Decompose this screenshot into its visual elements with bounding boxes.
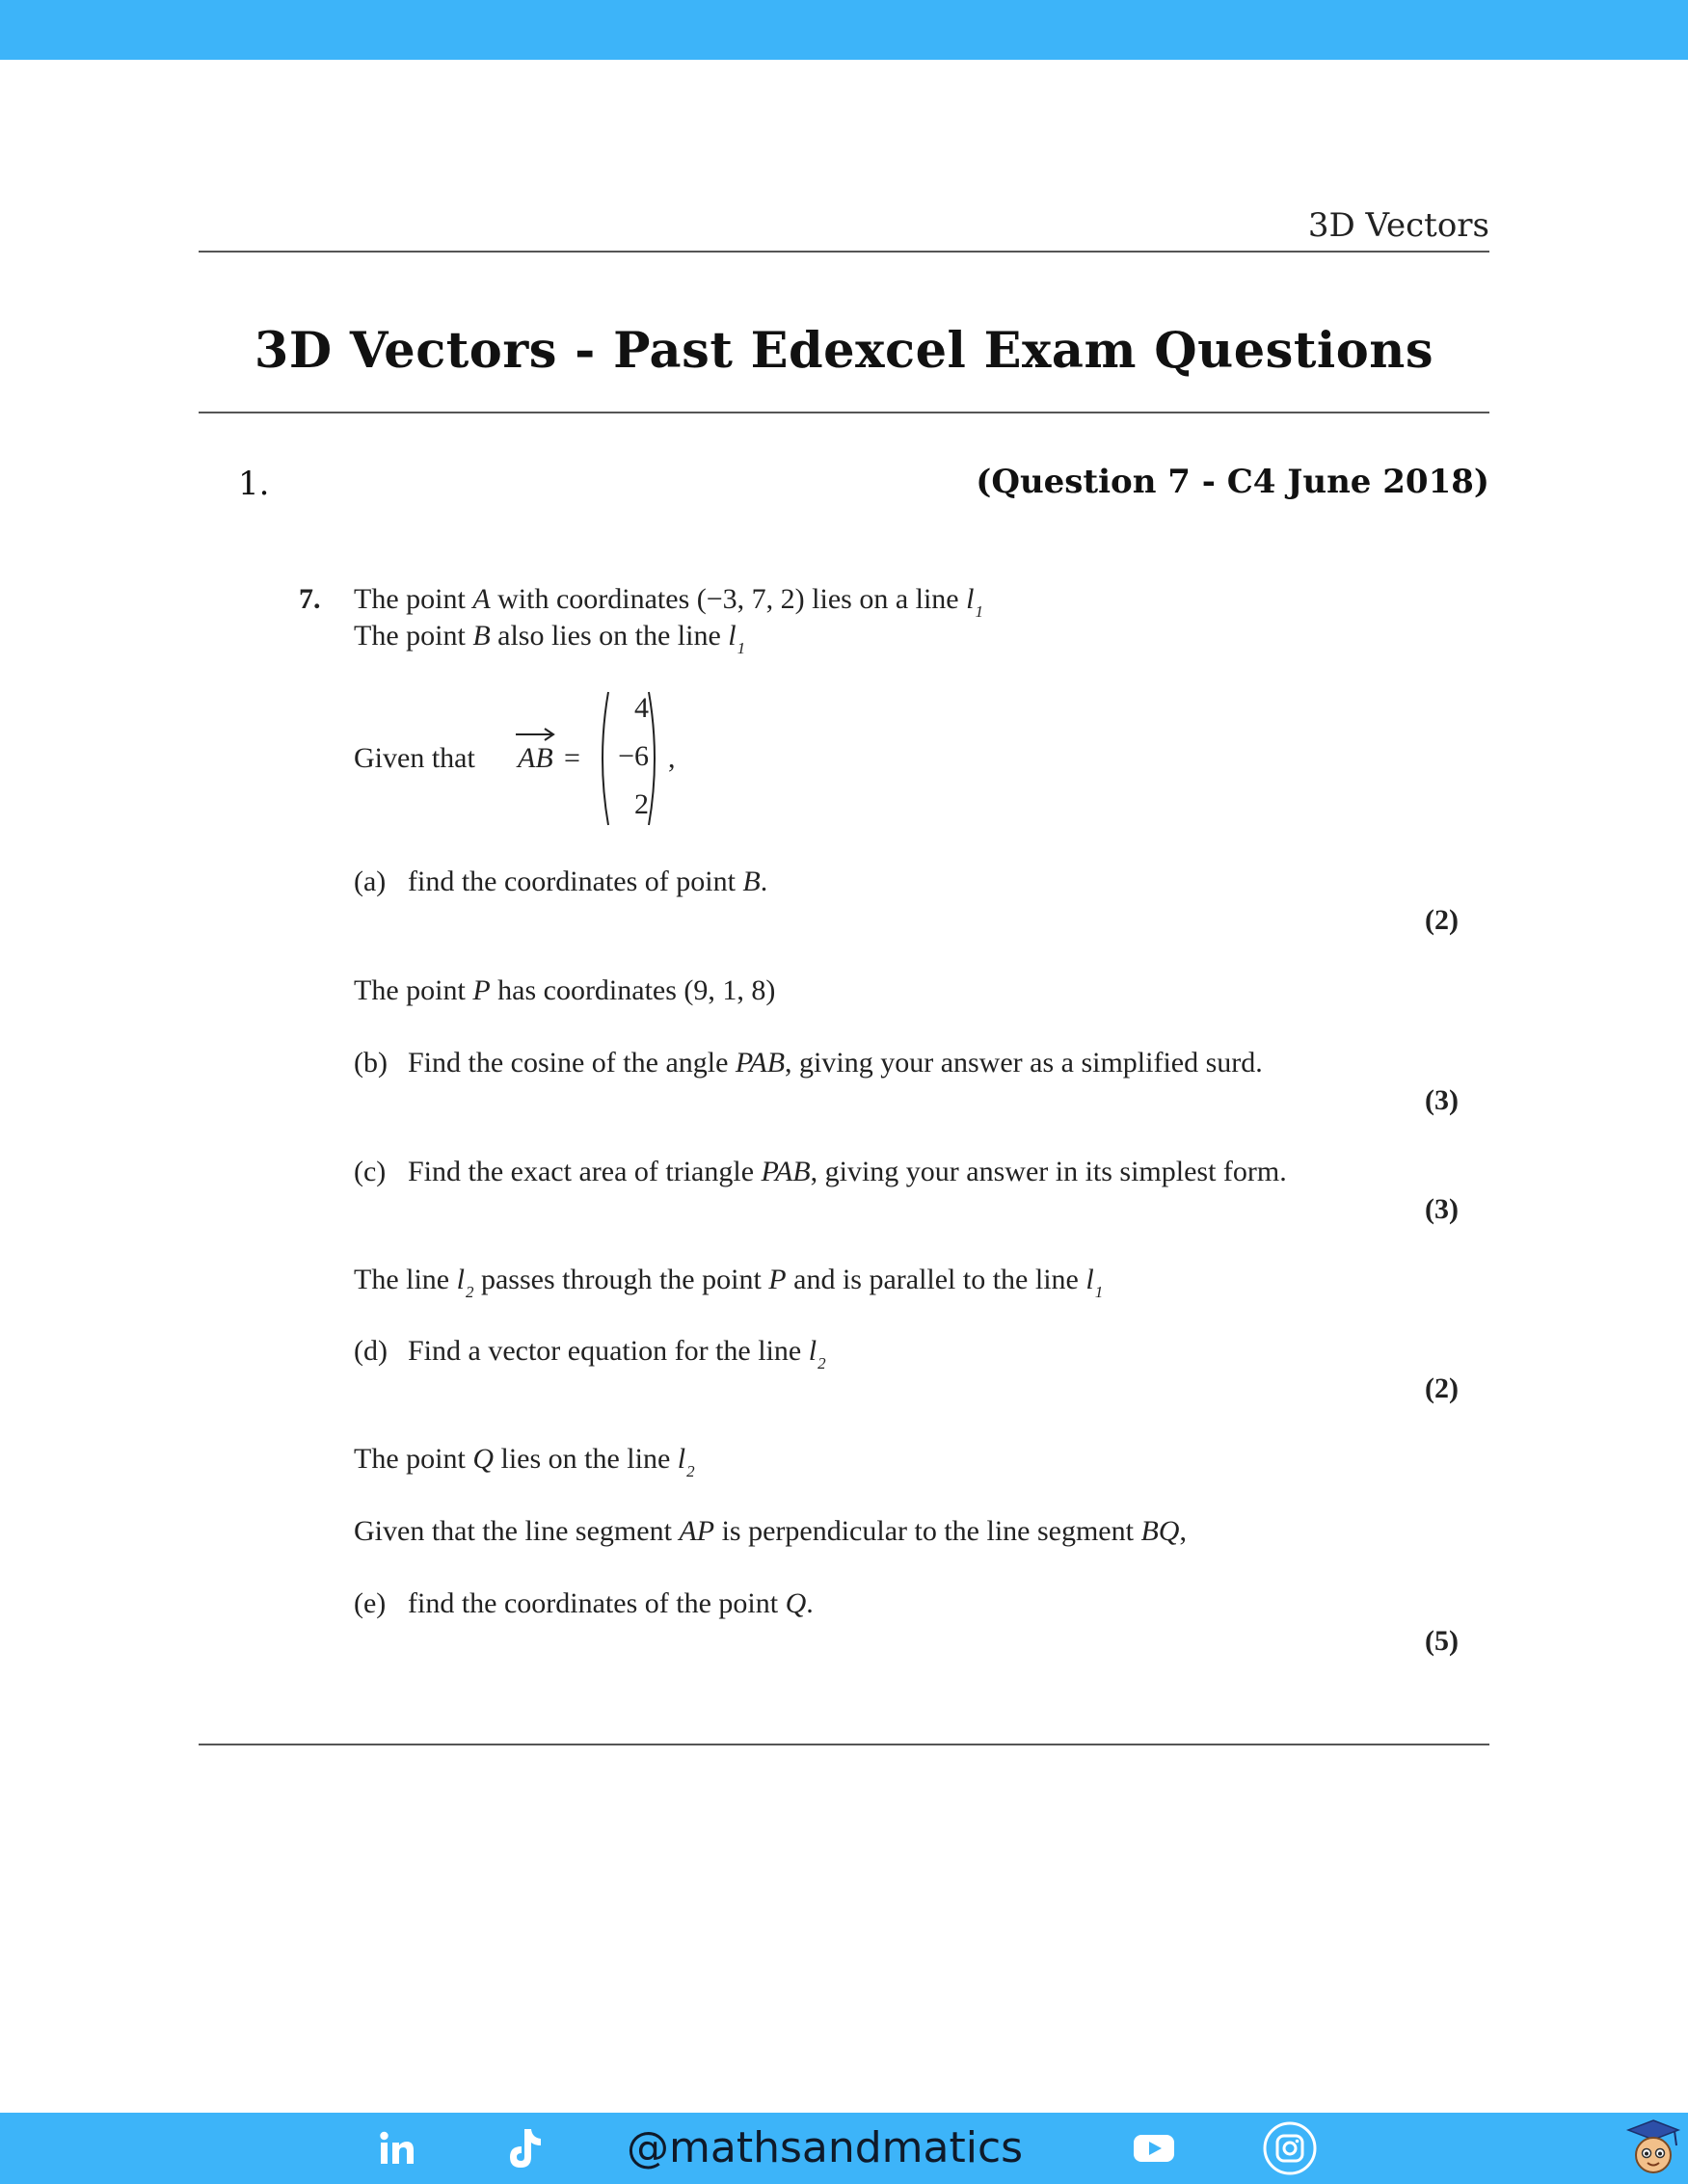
instagram-icon[interactable] [1261, 2113, 1319, 2184]
question-index: 1. [238, 465, 270, 503]
intro-line-1: The point A with coordinates (−3, 7, 2) lies on a line $l_1$ [354, 583, 983, 621]
part-e-text: find the coordinates of the point Q. [408, 1587, 814, 1619]
part-c-marks: (3) [1425, 1193, 1459, 1225]
mascot-icon [1623, 2113, 1683, 2184]
part-b-marks: (3) [1425, 1084, 1459, 1116]
part-c-text: Find the exact area of triangle PAB, giving your answer in its simplest form. [408, 1156, 1287, 1187]
intro-line-2: The point B also lies on the line $l_1$ [354, 620, 746, 657]
vector-name: AB [518, 742, 553, 774]
vector-component-y: −6 [618, 740, 649, 772]
social-handle[interactable]: @mathsandmatics [627, 2123, 1024, 2172]
part-a-text: find the coordinates of point B. [408, 866, 768, 897]
part-d-marks: (2) [1425, 1372, 1459, 1404]
linkedin-icon[interactable] [372, 2113, 422, 2184]
part-a-label: (a) [354, 866, 387, 897]
vector-component-x: 4 [634, 692, 649, 724]
title-rule [199, 412, 1489, 413]
vector-component-z: 2 [634, 788, 649, 820]
part-e-label: (e) [354, 1587, 387, 1619]
part-b-text: Find the cosine of the angle PAB, giving your answer as a simplified surd. [408, 1047, 1263, 1079]
equals-sign: = [564, 742, 580, 774]
part-d-text: Find a vector equation for the line $l_2$ [408, 1335, 826, 1372]
vector-arrow-icon [514, 725, 558, 744]
part-c-label: (c) [354, 1156, 387, 1187]
part-a-marks: (2) [1425, 904, 1459, 936]
question-source: (Question 7 - C4 June 2018) [976, 463, 1489, 501]
part-d-label: (d) [354, 1335, 388, 1367]
youtube-icon[interactable] [1130, 2113, 1178, 2184]
point-q-text: The point Q lies on the line $l_2$ [354, 1443, 695, 1480]
footer-rule [199, 1744, 1489, 1745]
running-header: 3D Vectors [1307, 206, 1489, 245]
part-e-marks: (5) [1425, 1625, 1459, 1657]
perpendicular-text: Given that the line segment AP is perpendicular to the line segment BQ, [354, 1515, 1187, 1547]
question-number: 7. [299, 583, 321, 615]
tiktok-icon[interactable] [499, 2113, 549, 2184]
part-b-label: (b) [354, 1047, 388, 1079]
line-l2-text: The line $l_2$ passes through the point P and is parallel to the line $l_1$ [354, 1264, 1104, 1301]
given-label: Given that [354, 742, 475, 774]
top-banner [0, 0, 1688, 60]
column-vector [595, 686, 662, 831]
point-p-text: The point P has coordinates (9, 1, 8) [354, 974, 776, 1006]
given-vector: Given that AB = 4 −6 2 , [354, 686, 739, 831]
page-title: 3D Vectors - Past Edexcel Exam Questions [254, 322, 1434, 380]
header-rule [199, 251, 1489, 253]
